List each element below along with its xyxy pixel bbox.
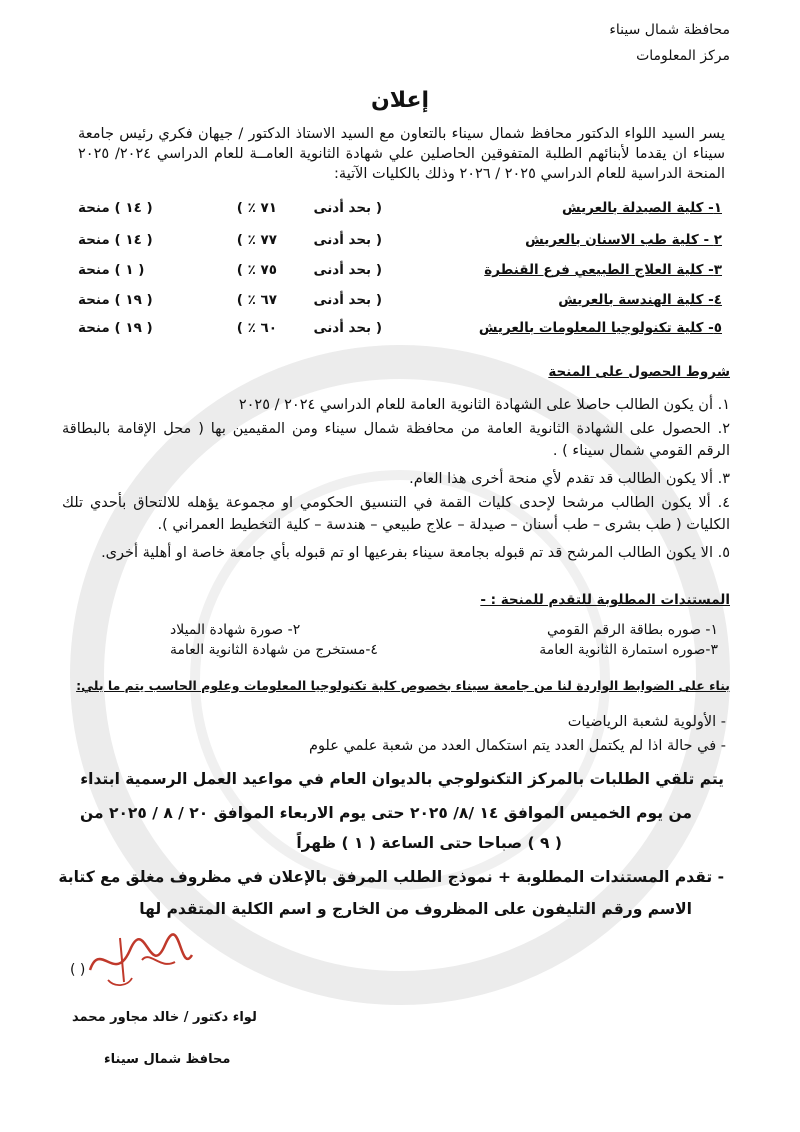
- header-governorate: محافظة شمال سيناء: [609, 22, 730, 38]
- faculty-row: [78, 320, 722, 342]
- document-3: ٣-صوره استمارة الثانوية العامة: [539, 642, 718, 658]
- documents-title: المستندات المطلوبة للتقدم للمنحة : -: [480, 592, 730, 608]
- faculty-name: ٢ - كلية طب الاسنان بالعريش: [525, 232, 722, 248]
- condition-4: ٤. ألا يكون الطالب مرشحا لإحدى كليات القمة في التنسيق الحكومي او مجموعة يؤهله للالتحاق بأحدي تلك الكليات ( طب بشرى – طب أسنان – صيدلة – علاج طبيعي – هندسة – كلية التخطيط العمراني ).: [62, 495, 730, 533]
- faculty-row: [78, 200, 722, 222]
- faculty-row: [78, 262, 722, 284]
- faculty-grants: ( ١٩ ) منحة: [78, 320, 153, 336]
- header-center: مركز المعلومات: [636, 48, 730, 64]
- document-4: ٤-مستخرج من شهادة الثانوية العامة: [170, 642, 378, 658]
- faculty-name: ٤- كلية الهندسة بالعريش: [558, 292, 722, 308]
- condition-3: ٣. ألا يكون الطالب قد تقدم لأي منحة أخرى هذا العام.: [409, 471, 730, 487]
- signatory-name: لواء دكتور / خالد مجاور محمد: [72, 1010, 257, 1025]
- faculty-row: [78, 232, 722, 254]
- condition-5: ٥. الا يكون الطالب المرشح قد تم قبوله بجامعة سيناء بفرعيها او تم قبوله بأي جامعة خاصة او أهلية أخرى.: [101, 545, 730, 561]
- signatory-role: محافظ شمال سيناء: [104, 1052, 231, 1067]
- faculty-min: ( بحد أدنى: [313, 320, 382, 336]
- rule-1: - الأولوية لشعبة الرياضيات: [567, 714, 726, 730]
- note-line-1: - تقدم المستندات المطلوبة + نموذج الطلب المرفق بالإعلان في مظروف مغلق مع كتابة: [58, 868, 724, 886]
- handwritten-signature: [80, 930, 198, 990]
- faculty-grants: ( ١ ) منحة: [78, 262, 145, 278]
- faculty-grants: ( ١٩ ) منحة: [78, 292, 153, 308]
- note-line-2: الاسم ورقم التليفون على المظروف من الخارج و اسم الكلية المتقدم لها: [139, 900, 692, 918]
- faculty-pct: ٧١ ٪ ): [236, 200, 277, 216]
- faculty-pct: ٧٥ ٪ ): [236, 262, 277, 278]
- faculty-pct: ٦٠ ٪ ): [236, 320, 277, 336]
- faculty-min: ( بحد أدنى: [313, 262, 382, 278]
- condition-2: ٢. الحصول على الشهادة الثانوية العامة من محافظة شمال سيناء ومن المقيمين بها ( محل الإقامة بالبطاقة الرقم القومي شمال سيناء ) .: [62, 421, 730, 459]
- faculty-min: ( بحد أدنى: [313, 232, 382, 248]
- faculty-grants: ( ١٤ ) منحة: [78, 232, 153, 248]
- faculty-row: [78, 292, 722, 314]
- document-1: ١- صوره بطاقة الرقم القومي: [547, 622, 718, 638]
- faculty-name: ١- كلية الصيدلة بالعريش: [562, 200, 722, 216]
- faculty-grants: ( ١٤ ) منحة: [78, 200, 153, 216]
- faculty-pct: ٦٧ ٪ ): [236, 292, 277, 308]
- submission-line-1: يتم تلقي الطلبات بالمركز التكنولوجي بالديوان العام في مواعيد العمل الرسمية ابتداء: [80, 770, 724, 788]
- faculty-name: ٣- كلية العلاج الطبيعي فرع القنطرة: [484, 262, 722, 278]
- faculty-min: ( بحد أدنى: [313, 292, 382, 308]
- submission-line-2: من يوم الخميس الموافق ١٤ /٨/ ٢٠٢٥ حتى يوم الاربعاء الموافق ٢٠ / ٨ / ٢٠٢٥ من: [80, 804, 692, 822]
- conditions-title: شروط الحصول على المنحة: [548, 364, 730, 380]
- faculty-min: ( بحد أدنى: [313, 200, 382, 216]
- faculty-pct: ٧٧ ٪ ): [236, 232, 277, 248]
- rule-2: - في حالة اذا لم يكتمل العدد يتم استكمال العدد من شعبة علمي علوم: [308, 738, 726, 754]
- signature-brackets: ( ): [70, 962, 86, 978]
- rules-title: بناء على الضوابط الواردة لنا من جامعة سيناء بخصوص كلية تكنولوجيا المعلومات وعلوم الحاسب يتم ما يلي:: [76, 678, 730, 693]
- document-2: ٢- صورة شهادة الميلاد: [170, 622, 301, 638]
- page-title: إعلان: [370, 88, 430, 113]
- intro-paragraph: يسر السيد اللواء الدكتور محافظ شمال سيناء بالتعاون مع السيد الاستاذ الدكتور / جيهان فكري رئيس جامعة سيناء ان يقدما لأبنائهم الطلبة المتفوقين الحاصلين علي شهادة الثانوية العامــة للعام الدراسي ٢٠٢٤/ ٢٠٢٥ المنحة الدراسية للعام الدراسي ٢٠٢٥ / ٢٠٢٦ وذلك بالكليات الآتية:: [78, 126, 726, 182]
- condition-1: ١. أن يكون الطالب حاصلا على الشهادة الثانوية العامة للعام الدراسي ٢٠٢٤ / ٢٠٢٥: [238, 397, 730, 413]
- faculty-name: ٥- كلية تكنولوجيا المعلومات بالعريش: [478, 320, 722, 336]
- submission-line-3: ( ٩ ) صباحا حتى الساعة ( ١ ) ظهراً: [296, 834, 562, 852]
